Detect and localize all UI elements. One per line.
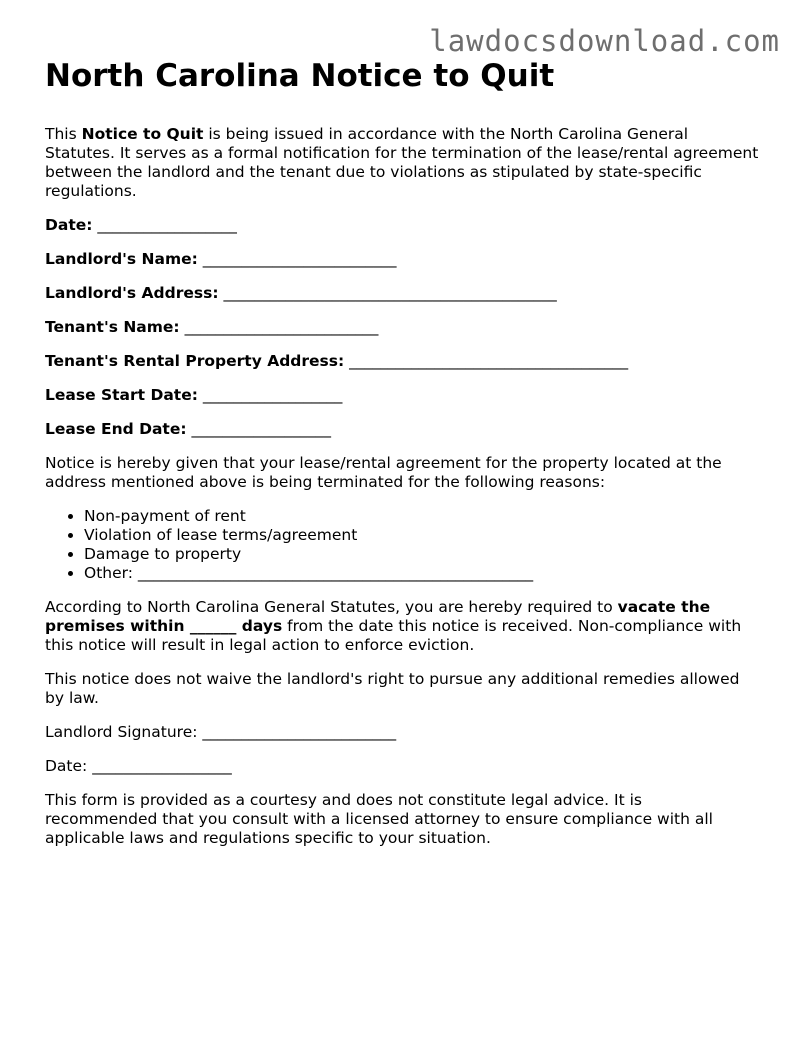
watermark: lawdocsdownload.com [429,24,780,58]
lease-start-label: Lease Start Date: [45,386,198,404]
signature-date-line: Date: __________________ [45,757,232,775]
intro-suffix: is being issued in accordance with the North Carolina General Statutes. It serves as a formal notification for the termination of the lease/rental agreement between the landlord and the tenant due to violations as stipulated by state-specific regulations. [45,125,759,200]
vacate-bold: vacate the premises within ______ days [45,598,711,635]
vacate-paragraph [45,598,759,655]
lease-end-field[interactable] [45,420,759,439]
waiver-paragraph: This notice does not waive the landlord's right to pursue any additional remedies allowed by law. [45,670,740,707]
intro-prefix: This [45,125,82,143]
landlord-address-field[interactable] [45,284,759,303]
landlord-address-blank: ___________________________________________ [223,284,557,302]
document-title: North Carolina Notice to Quit [45,58,555,94]
vacate-suffix: from the date this notice is received. Non-compliance with this notice will result in legal action to enforce eviction. [45,617,742,654]
intro-bold: Notice to Quit [81,125,204,143]
lease-start-field[interactable] [45,386,759,405]
intro-paragraph [45,125,759,201]
lease-start-blank: __________________ [202,386,343,404]
disclaimer-paragraph: This form is provided as a courtesy and does not constitute legal advice. It is recommended that you consult with a licensed attorney to ensure compliance with all applicable laws and regulations specific to your situation. [45,791,713,847]
property-address-blank: ____________________________________ [349,352,629,370]
reason-item: • Damage to property [84,545,759,564]
landlord-name-field[interactable] [45,250,759,269]
property-address-label: Tenant's Rental Property Address: [45,352,345,370]
lease-end-label: Lease End Date: [45,420,187,438]
tenant-name-blank: _________________________ [184,318,379,336]
notice-paragraph: Notice is hereby given that your lease/rental agreement for the property located at the address mentioned above is being terminated for the following reasons: [45,454,722,491]
lease-end-blank: __________________ [191,420,331,438]
reason-item: • Non-payment of rent [84,507,759,526]
vacate-prefix: According to North Carolina General Statutes, you are hereby required to [45,598,618,616]
landlord-name-blank: _________________________ [202,250,397,268]
property-address-field[interactable] [45,352,759,371]
reasons-list [45,507,759,583]
reason-item: • Violation of lease terms/agreement [84,526,759,545]
document-page [45,56,759,863]
date-label: Date: [45,216,93,234]
landlord-address-label: Landlord's Address: [45,284,219,302]
landlord-name-label: Landlord's Name: [45,250,198,268]
reason-item-other: • Other: ___________________________________________________ [84,564,759,583]
date-blank: __________________ [97,216,237,234]
tenant-name-label: Tenant's Name: [45,318,180,336]
signature-line: Landlord Signature: _________________________ [45,723,397,741]
date-field[interactable] [45,216,759,235]
tenant-name-field[interactable] [45,318,759,337]
